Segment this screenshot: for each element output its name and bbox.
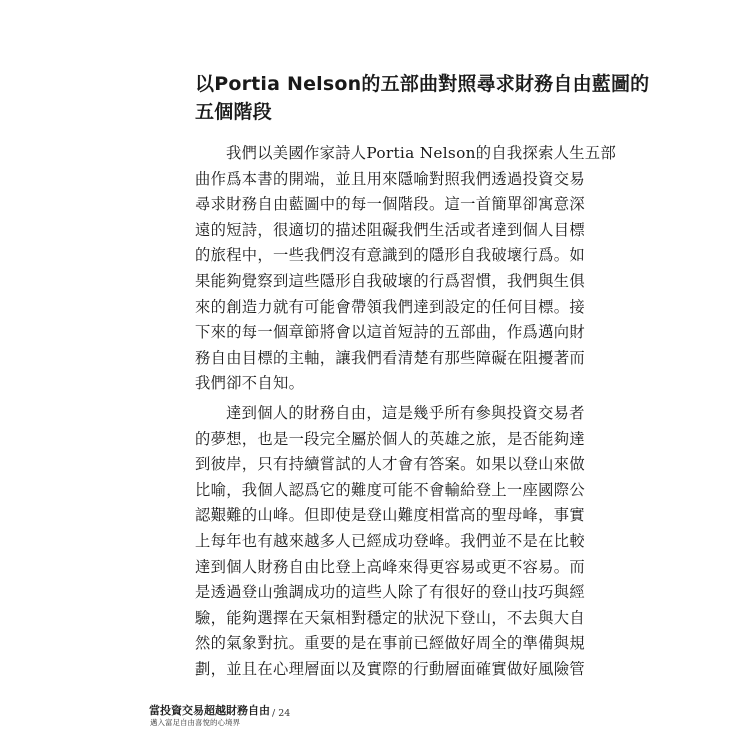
paragraph-line: 比喻，我個人認爲它的難度可能不會輸給登上一座國際公 xyxy=(195,480,585,499)
paragraph-line: 果能夠覺察到這些隱形自我破壞的行爲習慣，我們與生俱 xyxy=(195,271,585,290)
heading-line: 五個階段 xyxy=(195,101,272,123)
paragraph-line: 下來的每一個章節將會以這首短詩的五部曲，作爲邁向財 xyxy=(195,323,585,342)
paragraph-line: 是透過登山強調成功的這些人除了有很好的登山技巧與經 xyxy=(195,583,585,602)
running-book-subtitle: 邁入富足自由喜悅的心境界 xyxy=(150,718,240,727)
paragraph-line: 遠的短詩，很適切的描述阻礙我們生活或者達到個人目標 xyxy=(195,220,585,239)
section-heading xyxy=(195,70,650,126)
paragraph-line: 到彼岸，只有持續嘗試的人才會有答案。如果以登山來做 xyxy=(195,455,585,474)
paragraph-line: 的旅程中，一些我們沒有意識到的隱形自我破壞行爲。如 xyxy=(195,246,585,265)
body-paragraph xyxy=(195,401,585,683)
page-footer xyxy=(0,694,750,734)
paragraph-line: 達到個人財務自由比登上高峰來得更容易或更不容易。而 xyxy=(195,557,585,576)
paragraph-line: 認艱難的山峰。但即使是登山難度相當高的聖母峰，事實 xyxy=(195,506,585,525)
paragraph-line: 我們以美國作家詩人Portia Nelson的自我探索人生五部 xyxy=(226,144,617,162)
paragraph-line: 然的氣象對抗。重要的是在事前已經做好周全的準備與規 xyxy=(195,634,585,653)
heading-line: 以Portia Nelson的五部曲對照尋求財務自由藍圖的 xyxy=(195,73,650,95)
body-paragraph xyxy=(195,141,617,397)
page-number: / 24 xyxy=(272,708,291,719)
paragraph-line: 達到個人的財務自由，這是幾乎所有參與投資交易者 xyxy=(226,404,585,422)
paragraph-line: 驗，能夠選擇在天氣相對穩定的狀況下登山，不去與大自 xyxy=(195,608,585,627)
paragraph-line: 尋求財務自由藍圖中的每一個階段。這一首簡單卻寓意深 xyxy=(195,195,585,214)
paragraph-line: 的夢想，也是一段完全屬於個人的英雄之旅，是否能夠達 xyxy=(195,429,585,448)
paragraph-line: 劃，並且在心理層面以及實際的行動層面確實做好風險管 xyxy=(195,659,585,678)
paragraph-line: 曲作爲本書的開端，並且用來隱喻對照我們透過投資交易 xyxy=(195,169,585,188)
paragraph-line: 我們卻不自知。 xyxy=(195,374,305,393)
paragraph-line: 上每年也有越來越多人已經成功登峰。我們並不是在比較 xyxy=(195,531,585,550)
paragraph-line: 務自由目標的主軸，讓我們看清楚有那些障礙在阻擾著而 xyxy=(195,348,585,367)
paragraph-line: 來的創造力就有可能會帶領我們達到設定的任何目標。接 xyxy=(195,297,585,316)
running-book-title: 當投資交易超越財務自由 xyxy=(149,704,270,717)
